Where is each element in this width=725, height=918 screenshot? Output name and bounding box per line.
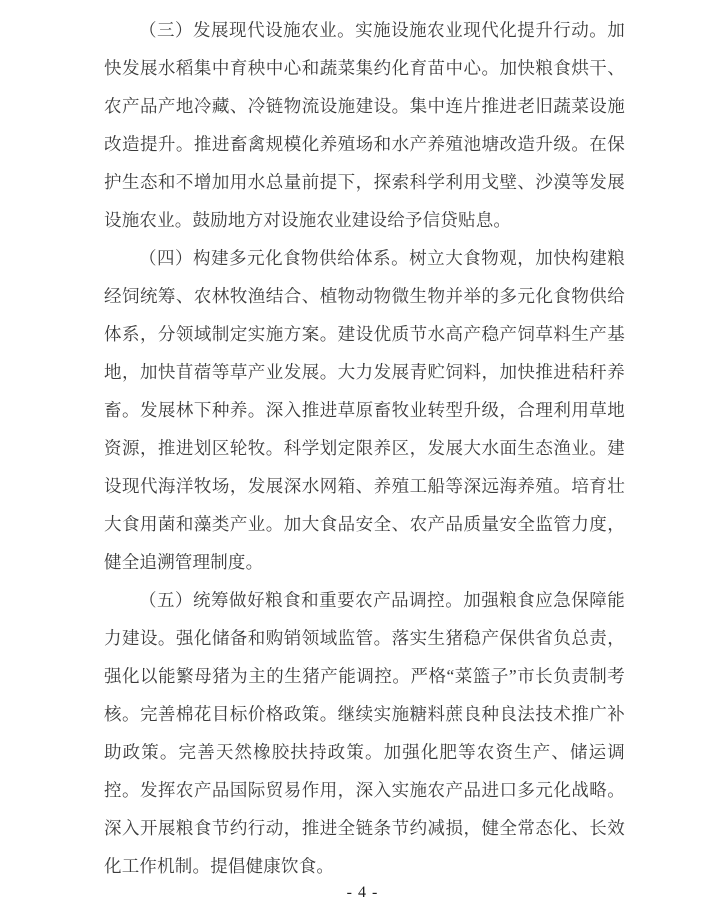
paragraph-section-4: （四）构建多元化食物供给体系。树立大食物观，加快构建粮经饲统筹、农林牧渔结合、植物动物微生物并举的多元化食物供给体系，分领域制定实施方案。建设优质节水高产稳产饲草料生产基地，加快苜蓿等草产业发展。大力发展青贮饲料，加快推进秸秆养畜。发展林下种养。深入推进草原畜牧业转型升级，合理利用草地资源，推进划区轮牧。科学划定限养区，发展大水面生态渔业。建设现代海洋牧场，发展深水网箱、养殖工船等深远海养殖。培育壮大食用菌和藻类产业。加大食品安全、农产品质量安全监管力度，健全追溯管理制度。 bbox=[104, 248, 625, 572]
page-number: - 4 - bbox=[346, 884, 379, 901]
document-body bbox=[104, 11, 625, 885]
paragraph-section-3: （三）发展现代设施农业。实施设施农业现代化提升行动。加快发展水稻集中育秧中心和蔬菜集约化育苗中心。加快粮食烘干、农产品产地冷藏、冷链物流设施建设。集中连片推进老旧蔬菜设施改造提升。推进畜禽规模化养殖场和水产养殖池塘改造升级。在保护生态和不增加用水总量前提下，探索科学利用戈壁、沙漠等发展设施农业。鼓励地方对设施农业建设给予信贷贴息。 bbox=[104, 20, 625, 230]
paragraph-section-5: （五）统筹做好粮食和重要农产品调控。加强粮食应急保障能力建设。强化储备和购销领域监管。落实生猪稳产保供省负总责，强化以能繁母猪为主的生猪产能调控。严格“菜篮子”市长负责制考核。完善棉花目标价格政策。继续实施糖料蔗良种良法技术推广补助政策。完善天然橡胶扶持政策。加强化肥等农资生产、储运调控。发挥农产品国际贸易作用，深入实施农产品进口多元化战略。深入开展粮食节约行动，推进全链条节约减损，健全常态化、长效化工作机制。提倡健康饮食。 bbox=[104, 590, 625, 876]
